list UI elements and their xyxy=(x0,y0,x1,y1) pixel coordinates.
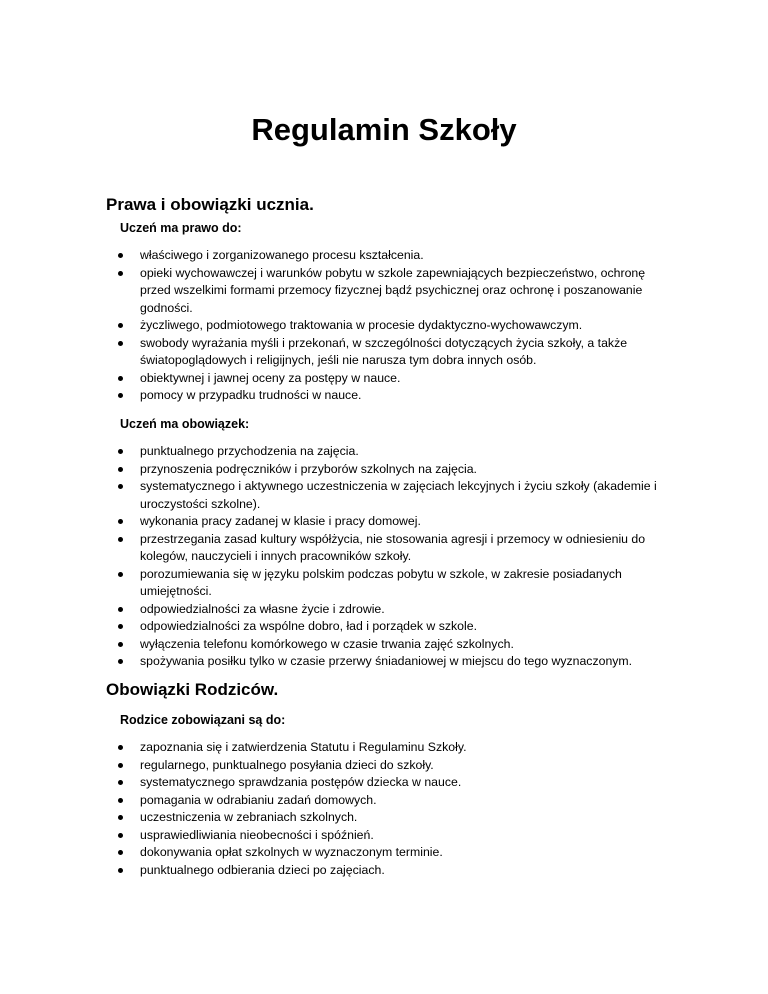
list-item xyxy=(118,335,678,370)
bullet-icon xyxy=(118,467,123,472)
list-item xyxy=(118,387,678,405)
list-item-text: dokonywania opłat szkolnych w wyznaczonym terminie. xyxy=(140,845,443,859)
bullet-icon xyxy=(118,868,123,873)
bullet-icon xyxy=(118,850,123,855)
bullet-icon xyxy=(118,572,123,577)
student-duties-list xyxy=(118,443,678,671)
bullet-icon xyxy=(118,376,123,381)
bullet-icon xyxy=(118,484,123,489)
bullet-icon xyxy=(118,642,123,647)
parent-duties-list xyxy=(118,739,678,879)
bullet-icon xyxy=(118,537,123,542)
list-item xyxy=(118,809,678,827)
list-item xyxy=(118,265,678,318)
list-item xyxy=(118,478,678,513)
list-item-text: punktualnego przychodzenia na zajęcia. xyxy=(140,444,359,458)
bullet-icon xyxy=(118,833,123,838)
list-item xyxy=(118,774,678,792)
list-item xyxy=(118,618,678,636)
list-item-text: życzliwego, podmiotowego traktowania w procesie dydaktyczno-wychowawczym. xyxy=(140,318,583,332)
bullet-icon xyxy=(118,607,123,612)
bullet-icon xyxy=(118,659,123,664)
list-item xyxy=(118,739,678,757)
subheading-parent-duties: Rodzice zobowiązani są do: xyxy=(120,713,286,727)
subheading-student-duties: Uczeń ma obowiązek: xyxy=(120,417,250,431)
list-item xyxy=(118,317,678,335)
list-item-text: pomocy w przypadku trudności w nauce. xyxy=(140,388,362,402)
list-item-text: spożywania posiłku tylko w czasie przerwy śniadaniowej w miejscu do tego wyznaczonym. xyxy=(140,654,633,668)
list-item-text: punktualnego odbierania dzieci po zajęciach. xyxy=(140,862,385,877)
list-item xyxy=(118,461,678,479)
list-item xyxy=(118,566,678,601)
list-item xyxy=(118,844,678,862)
list-item-text: porozumiewania się w języku polskim podczas pobytu w szkole, w zakresie posiadanych umiejętności. xyxy=(140,566,622,598)
list-item xyxy=(118,531,678,566)
bullet-icon xyxy=(118,519,123,524)
list-item-text: zapoznania się i zatwierdzenia Statutu i Regulaminu Szkoły. xyxy=(140,740,467,754)
list-item-text: właściwego i zorganizowanego procesu kształcenia. xyxy=(140,248,424,262)
list-item-text: opieki wychowawczej i warunków pobytu w szkole zapewniających bezpieczeństwo, ochronę przed wszelkimi formami przemocy fizycznej bądź psychicznej oraz ochronę i poszanowanie godności. xyxy=(140,265,646,315)
list-item-text: swobody wyrażania myśli i przekonań, w szczególności dotyczących życia szkoły, a także światopoglądowych i religijnych, jeśli nie narusza tym dobra innych osób. xyxy=(140,335,628,367)
list-item xyxy=(118,636,678,654)
list-item-text: przestrzegania zasad kultury współżycia, nie stosowania agresji i przemocy w odniesieniu do kolegów, nauczycieli i innych pracowników szkoły. xyxy=(140,531,646,563)
list-item-text: wykonania pracy zadanej w klasie i pracy domowej. xyxy=(140,514,421,528)
list-item xyxy=(118,370,678,388)
list-item xyxy=(118,601,678,619)
list-item-text: wyłączenia telefonu komórkowego w czasie trwania zajęć szkolnych. xyxy=(140,636,514,651)
section-heading-parent-duties: Obowiązki Rodziców. xyxy=(106,680,279,699)
list-item xyxy=(118,862,678,880)
list-item xyxy=(118,653,678,671)
bullet-icon xyxy=(118,341,123,346)
list-item-text: usprawiedliwiania nieobecności i spóźnień. xyxy=(140,827,374,842)
subheading-student-rights: Uczeń ma prawo do: xyxy=(120,221,242,235)
bullet-icon xyxy=(118,780,123,785)
list-item xyxy=(118,757,678,775)
list-item-text: przynoszenia podręczników i przyborów szkolnych na zajęcia. xyxy=(140,461,477,476)
bullet-icon xyxy=(118,624,123,629)
list-item-text: regularnego, punktualnego posyłania dzieci do szkoły. xyxy=(140,757,434,772)
list-item xyxy=(118,443,678,461)
list-item-text: systematycznego sprawdzania postępów dziecka w nauce. xyxy=(140,775,462,789)
list-item xyxy=(118,792,678,810)
list-item-text: uczestniczenia w zebraniach szkolnych. xyxy=(140,810,358,824)
bullet-icon xyxy=(118,745,123,750)
bullet-icon xyxy=(118,253,123,258)
bullet-icon xyxy=(118,323,123,328)
bullet-icon xyxy=(118,763,123,768)
list-item xyxy=(118,513,678,531)
student-rights-list xyxy=(118,247,678,405)
bullet-icon xyxy=(118,815,123,820)
list-item-text: obiektywnej i jawnej oceny za postępy w nauce. xyxy=(140,370,401,385)
bullet-icon xyxy=(118,393,123,398)
list-item-text: odpowiedzialności za własne życie i zdrowie. xyxy=(140,601,385,616)
bullet-icon xyxy=(118,271,123,276)
section-heading-student-rights: Prawa i obowiązki ucznia. xyxy=(106,195,314,214)
list-item-text: pomagania w odrabianiu zadań domowych. xyxy=(140,792,377,807)
bullet-icon xyxy=(118,449,123,454)
document-title: Regulamin Szkoły xyxy=(251,112,517,147)
list-item-text: systematycznego i aktywnego uczestniczenia w zajęciach lekcyjnych i życiu szkoły (akademie i uroczystości szkolne). xyxy=(140,479,657,511)
list-item xyxy=(118,827,678,845)
bullet-icon xyxy=(118,798,123,803)
list-item-text: odpowiedzialności za wspólne dobro, ład i porządek w szkole. xyxy=(140,619,477,633)
list-item xyxy=(118,247,678,265)
